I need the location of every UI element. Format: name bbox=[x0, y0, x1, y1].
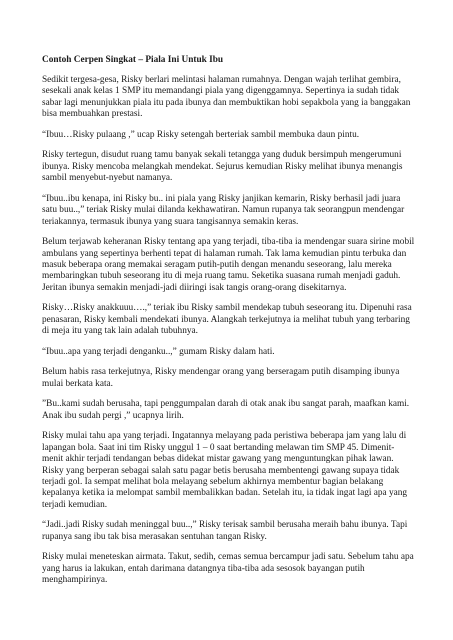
paragraph: “Ibuu..ibu kenapa, ini Risky bu.. ini piala yang Risky janjikan kemarin, Risky berhasil jadi juara satu buu..,” teriak Risky mulai dilanda kekhawatiran. Namun rupanya tak seorangpun mendengar teriakannya, termasuk ibunya yang suara tangisannya semakin keras. bbox=[42, 193, 405, 227]
paragraph: Sedikit tergesa-gesa, Risky berlari melintasi halaman rumahnya. Dengan wajah terlihat gembira, sesekali anak kelas 1 SMP itu memandangi piala yang digenggamnya. Sepertinya ia sudah tidak sabar lagi menunjukkan piala itu pada ibunya dan membuktikan hobi sepakbola yang ia banggakan bisa membuahkan prestasi. bbox=[42, 75, 411, 120]
paragraph: Risky tertegun, disudut ruang tamu banyak sekali tetangga yang duduk bersimpuh mengerumuni ibunya. Risky mencoba melangkah mendekat. Sejurus kemudian Risky melihat ibunya menangis sambil menyebut-nyebut namanya. bbox=[42, 150, 403, 184]
story-title: Contoh Cerpen Singkat – Piala Ini Untuk Ibu bbox=[42, 55, 224, 65]
paragraph: Belum terjawab keheranan Risky tentang apa yang terjadi, tiba-tiba ia mendengar suara sirine mobil ambulans yang sepertinya berhenti tepat di halaman rumah. Tak lama kemudian pintu terbuka dan masuk beberapa orang memakai seragam putih-putih dengan menandu seseorang, lalu mereka membaringkan tubuh seseorang itu di meja ruang tamu. Seketika suasana rumah menjadi gaduh. Jeritan ibunya semakin menjadi-jadi diiringi isak tangis orang-orang disekitarnya. bbox=[42, 237, 415, 293]
paragraph: “Ibuu..apa yang terjadi denganku..,” gumam Risky dalam hati. bbox=[42, 346, 275, 357]
paragraph: ”Bu..kami sudah berusaha, tapi penggumpalan darah di otak anak ibu sangat parah, maafkan kami. Anak ibu sudah pergi ,” ucapnya lirih. bbox=[42, 399, 410, 421]
paragraph: Risky mulai tahu apa yang terjadi. Ingatannya melayang pada peristiwa beberapa jam yang lalu di lapangan bola. Saat ini tim Risky unggul 1 – 0 saat bertanding melawan tim SMP 45. Dimenit-menit akhir terjadi tendangan bebas didekat mistar gawang yang menguntungkan pihak lawan. Risky yang berperan sebagai salah satu pagar betis berusaha membentengi gawang supaya tidak terjadi gol. Ia sempat melihat bola melayang sebelum akhirnya membentur bagian belakang kepalanya ketika ia melompat sambil membalikkan badan. Setelah itu, ia tidak ingat lagi apa yang terjadi kemudian. bbox=[42, 431, 408, 510]
paragraph: Risky mulai meneteskan airmata. Takut, sedih, cemas semua bercampur jadi satu. Sebelum tahu apa yang harus ia lakukan, entah darimana datangnya tiba-tiba ada sesosok bayangan putih menghampirinya. bbox=[42, 552, 414, 586]
paragraph: “Ibuu…Risky pulaang ,” ucap Risky setengah berteriak sambil membuka daun pintu. bbox=[42, 129, 360, 140]
paragraph: Risky…Risky anakkuuu….,” teriak ibu Risky sambil mendekap tubuh seseorang itu. Dipenuhi rasa penasaran, Risky kembali mendekati ibunya. Alangkah terkejutnya ia melihat tubuh yang terbaring di meja itu yang tak lain adalah tubuhnya. bbox=[42, 303, 412, 337]
paragraph: Belum habis rasa terkejutnya, Risky mendengar orang yang berseragam putih disamping ibunya mulai berkata kata. bbox=[42, 367, 400, 389]
paragraph: “Jadi..jadi Risky sudah meninggal buu..,” Risky terisak sambil berusaha meraih bahu ibunya. Tapi rupanya sang ibu tak bisa merasakan sentuhan tangan Risky. bbox=[42, 520, 408, 542]
